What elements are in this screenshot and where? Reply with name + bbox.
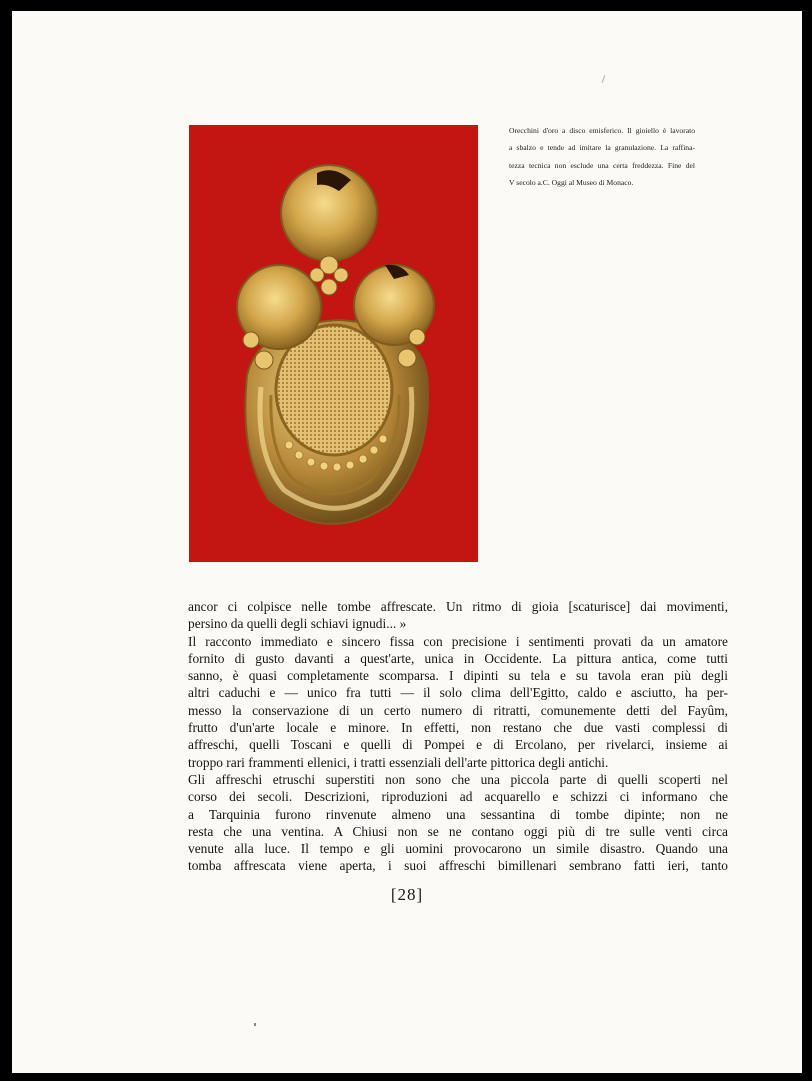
- text-line: persino da quelli degli schiavi ignudi... »: [188, 616, 407, 632]
- text-line: messo la conservazione di un certo numero di ritratti, comunemente detti del Fayûm,: [188, 702, 728, 718]
- caption-line: Orecchini d'oro a disco emisferico. Il gioiello è lavorato: [509, 126, 695, 135]
- text-line: venute alla luce. Il tempo e gli uomini provocarono un simile disastro. Quando una: [188, 841, 728, 857]
- text-line: troppo rari frammenti ellenici, i tratti essenziali dell'arte pittorica degli antichi.: [188, 754, 609, 770]
- text-line: resta che una ventina. A Chiusi non se ne contano oggi più di tre sulle venti circa: [188, 823, 728, 839]
- text-line: Il racconto immediato e sincero fissa con precisione i sentimenti provati da un amatore: [188, 633, 728, 649]
- caption-line: V secolo a.C. Oggi al Museo di Monaco.: [509, 177, 634, 187]
- text-line: Gli affreschi etruschi superstiti non sono che una piccola parte di quelli scoperti nel: [188, 771, 728, 787]
- text-line: corso dei secoli. Descrizioni, riproduzioni ad acquarello e schizzi ci informano che: [188, 789, 728, 805]
- print-speck: [602, 75, 606, 83]
- paragraph: [188, 633, 728, 771]
- text-line: altri caduchi e — unico fra tutti — il solo clima dell'Egitto, caldo e asciutto, ha per-: [188, 685, 728, 701]
- paragraph: [188, 598, 728, 633]
- caption-line: a sbalzo e tende ad imitare la granulazione. La raffina-: [509, 143, 695, 153]
- text-line: frutto d'un'arte locale e minore. In effetti, non restano che due vasti complessi di: [188, 720, 728, 736]
- body-text: [188, 598, 728, 875]
- paragraph: [188, 771, 728, 875]
- page-number: [28]: [390, 885, 424, 904]
- text-line: fornito di gusto davanti a quest'arte, unica in Occidente. La pittura antica, come tutti: [188, 650, 728, 666]
- print-speck: [254, 1023, 256, 1026]
- earring-photo: [189, 125, 478, 562]
- book-page: [12, 11, 802, 1073]
- text-line: ancor ci colpisce nelle tombe affrescate. Un ritmo di gioia [scaturisce] dai movimenti,: [188, 599, 728, 614]
- text-line: sanno, è quasi completamente scomparsa. I dipinti su tela e su tavola eran più degli: [188, 668, 728, 684]
- figure-caption: [509, 126, 695, 195]
- text-line: tomba affrescata viene aperta, i suoi affreschi bimillenari sembrano fatti ieri, tanto: [188, 858, 728, 874]
- gold-earring-image: [189, 125, 478, 562]
- caption-line: tezza tecnica non esclude una certa freddezza. Fine del: [509, 160, 695, 170]
- text-line: a Tarquinia furono rinvenute almeno una sessantina di tombe dipinte; non ne: [188, 806, 728, 822]
- text-line: affreschi, quelli Toscani e quelli di Pompei e di Ercolano, per rivelarci, insieme ai: [188, 737, 728, 753]
